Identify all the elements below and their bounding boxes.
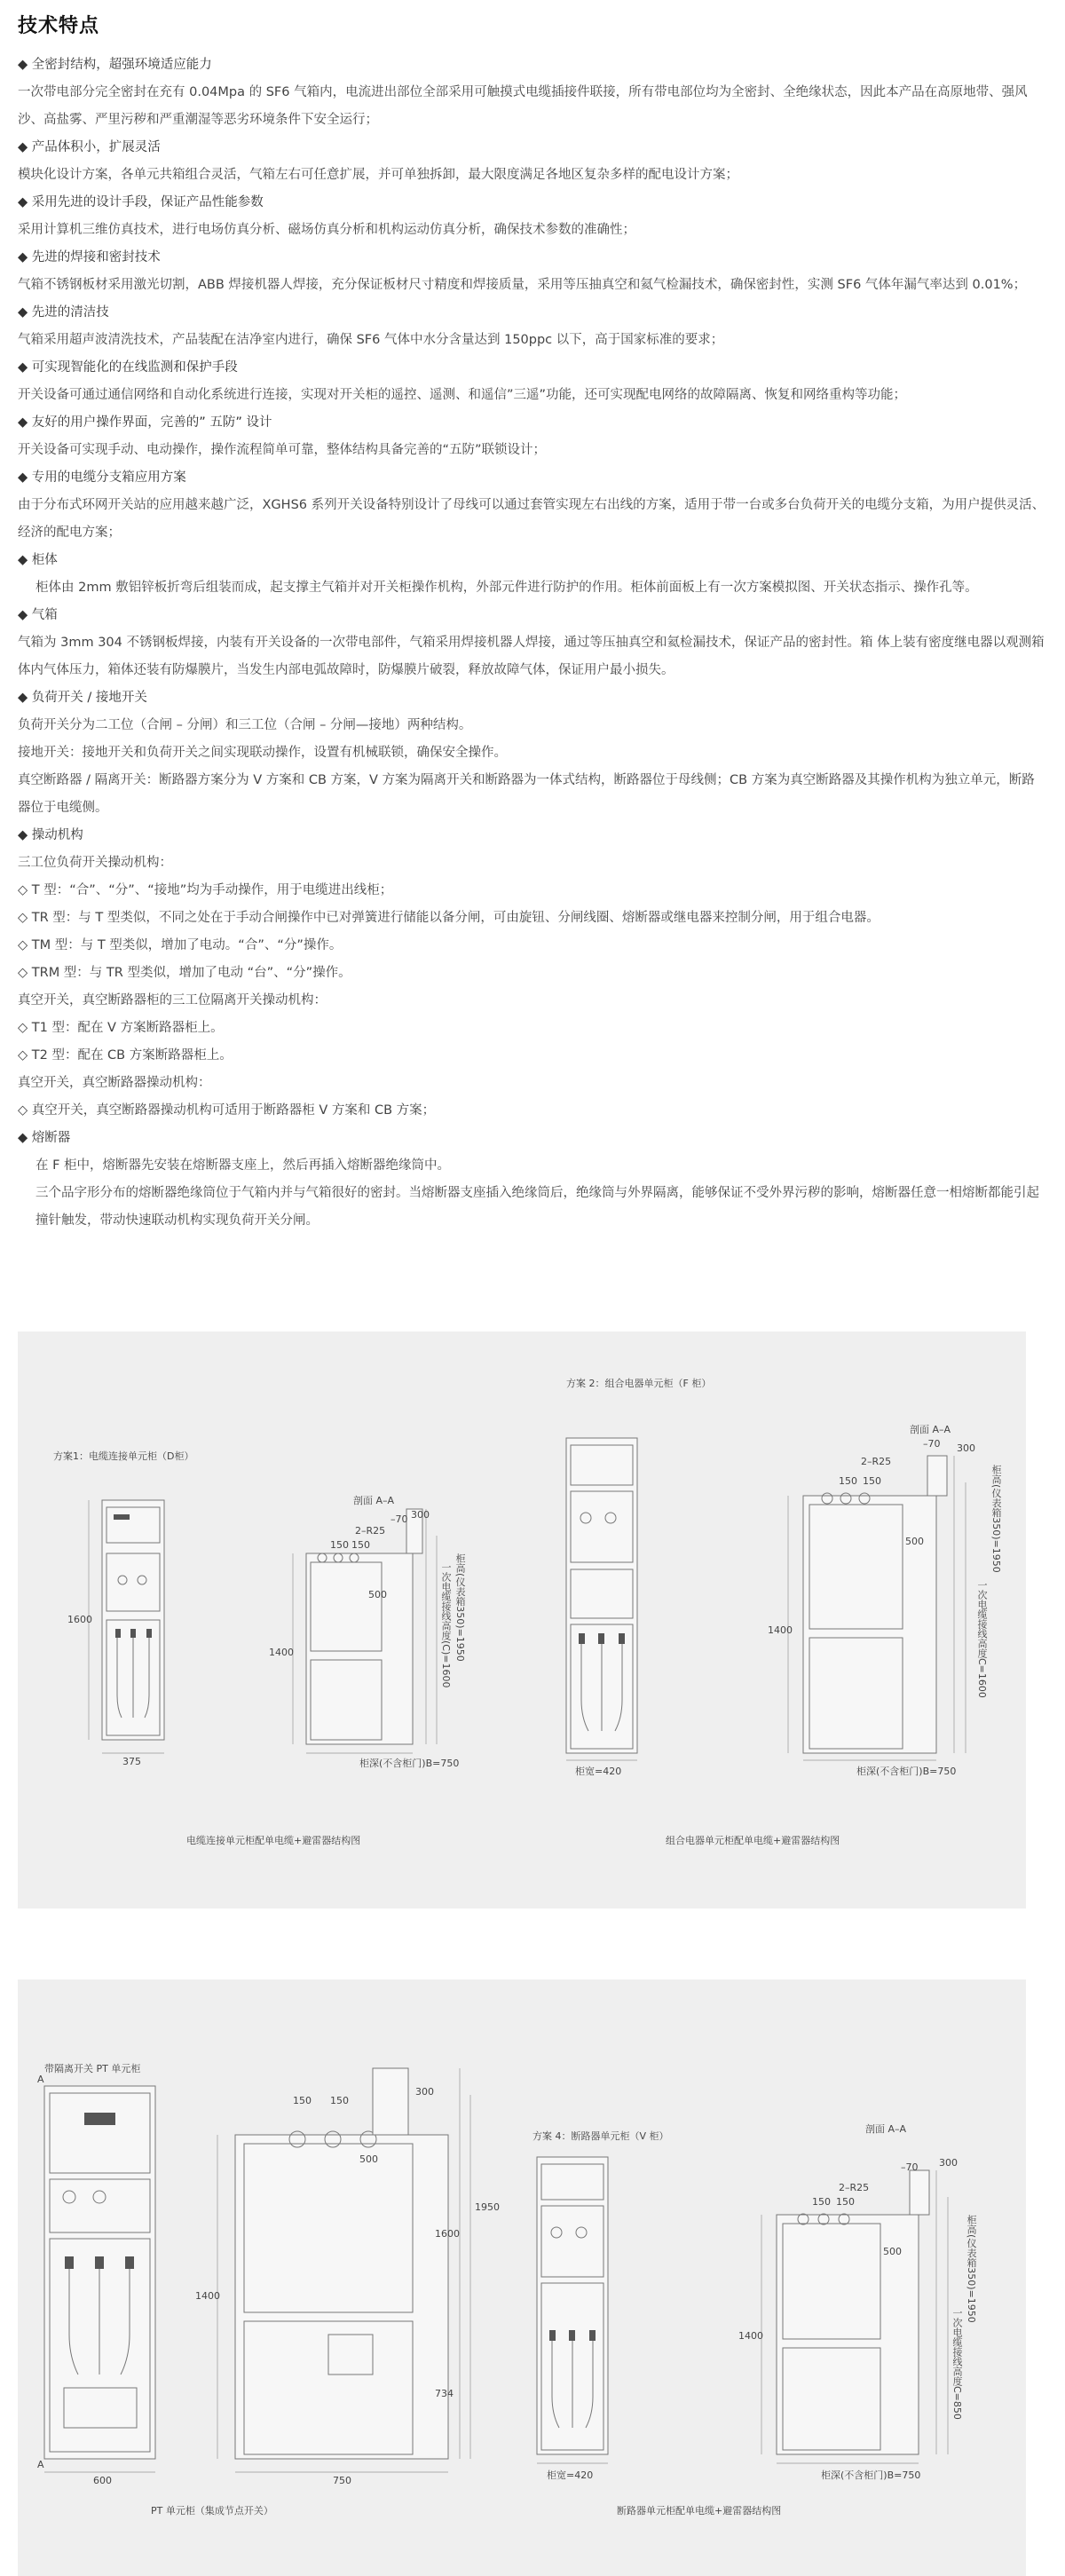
- dim-cabinet-height-v: 柜高(仪表箱350)=1950: [966, 2215, 977, 2323]
- dim-150b: 150: [351, 1539, 370, 1551]
- dim-depth-750: 柜深(不含柜门)B=750: [359, 1758, 460, 1769]
- dim-a-bottom: A: [37, 2459, 44, 2470]
- feature-paragraph: 接地开关：接地开关和负荷开关之间实现联动操作，设置有机械联锁，确保安全操作。: [18, 746, 507, 760]
- dim-375: 375: [122, 1756, 141, 1767]
- drawing-panel-1-svg: [18, 1331, 1026, 1908]
- feature-heading: ◆ 采用先进的设计手段，保证产品性能参数: [18, 195, 264, 209]
- dim-cable-height-v: 一次电缆接线高度C=850: [951, 2308, 963, 2420]
- feature-paragraph: 开关设备可通过通信网络和自动化系统进行连接，实现对开关柜的遥控、遥测、和遥信”三遥”功能，还可实现配电网络的故障隔离、恢复和网络重构等功能；: [18, 388, 907, 402]
- scheme-d-label: 方案1：电缆连接单元柜（D柜）: [53, 1450, 194, 1462]
- drawing-panel-1: [18, 1331, 1026, 1908]
- caption-pt: PT 单元柜（集成节点开关）: [151, 2505, 273, 2517]
- dim-150a-pt: 150: [293, 2095, 312, 2106]
- drawing-panel-2: [18, 1979, 1026, 2576]
- d-cabinet-front: [89, 1500, 164, 1753]
- dim-150c-v: 150: [812, 2196, 831, 2208]
- feature-paragraph: 真空开关，真空断路器操动机构：: [18, 1076, 211, 1090]
- feature-heading: ◆ 柜体: [18, 553, 58, 567]
- scheme-v-label: 方案 4：断路器单元柜（V 柜）: [532, 2130, 669, 2142]
- dim-734-pt: 734: [435, 2388, 454, 2399]
- dim-1600: 1600: [67, 1614, 92, 1625]
- f-cabinet-section: [788, 1456, 966, 1760]
- dim-2r25-v: 2–R25: [839, 2182, 870, 2193]
- feature-paragraph: 模块化设计方案，各单元共箱组合灵活，气箱左右可任意扩展，并可单独拆卸，最大限度满足各地区复杂多样的配电设计方案；: [18, 168, 738, 182]
- dim-1600-pt: 1600: [435, 2228, 460, 2240]
- scheme-pt-label: 带隔离开关 PT 单元柜: [44, 2063, 141, 2074]
- dim-cabinet-height: 柜高(仪表箱350)=1950: [454, 1553, 466, 1662]
- feature-heading: ◆ 专用的电缆分支箱应用方案: [18, 470, 186, 485]
- feature-paragraph: 柜体由 2mm 敷铝锌板折弯后组装而成，起支撑主气箱并对开关柜操作机构，外部元件进行防护的作用。柜体前面板上有一次方案模拟图、开关状态指示、操作孔等。: [36, 581, 978, 595]
- feature-heading: ◆ 先进的清洁技: [18, 305, 109, 320]
- caption-v: 断路器单元柜配单电缆+避雷器结构图: [617, 2505, 782, 2517]
- dim-150c: 150: [839, 1475, 857, 1487]
- feature-heading: ◆ 先进的焊接和密封技术: [18, 250, 161, 265]
- dim-depth-750-f: 柜深(不含柜门)B=750: [856, 1766, 957, 1777]
- dim-300-v: 300: [939, 2157, 958, 2169]
- dim-1400: 1400: [269, 1647, 294, 1658]
- dim-depth-750-v: 柜深(不含柜门)B=750: [821, 2469, 921, 2481]
- dim-1400-pt: 1400: [195, 2290, 220, 2302]
- dim-500-v: 500: [883, 2246, 902, 2257]
- dim-300-pt: 300: [415, 2086, 434, 2098]
- scheme-f-label: 方案 2：组合电器单元柜（F 柜）: [566, 1378, 712, 1389]
- feature-paragraph: 气箱采用超声波清洗技术，产品装配在洁净室内进行，确保 SF6 气体中水分含量达到 150ppc 以下，高于国家标准的要求；: [18, 333, 724, 347]
- feature-paragraph: 三工位负荷开关操动机构：: [18, 856, 172, 870]
- feature-paragraph: ◇ TR 型：与 T 型类似，不同之处在于手动合闸操作中已对弹簧进行储能以备分闸，可由旋钮、分闸线圈、熔断器或继电器来控制分闸，用于组合电器。: [18, 911, 880, 925]
- dim-150d-v: 150: [836, 2196, 855, 2208]
- feature-paragraph: 真空开关，真空断路器柜的三工位隔离开关操动机构：: [18, 993, 327, 1007]
- feature-heading: ◆ 操动机构: [18, 828, 83, 842]
- feature-paragraph: ◇ T2 型：配在 CB 方案断路器柜上。: [18, 1048, 233, 1063]
- dim-600: 600: [93, 2475, 112, 2486]
- dim-300-f: 300: [957, 1442, 975, 1454]
- dim-70-v: –70: [901, 2161, 919, 2173]
- dim-width-420-v: 柜宽=420: [547, 2469, 594, 2481]
- dim-cable-height: 一次电缆接线高度(C)=1600: [440, 1562, 452, 1688]
- feature-paragraph: ◇ 真空开关，真空断路器操动机构可适用于断路器柜 V 方案和 CB 方案；: [18, 1103, 436, 1118]
- feature-paragraph: 负荷开关分为二工位（合闸 – 分闸）和三工位（合闸 – 分闸—接地）两种结构。: [18, 718, 472, 732]
- dim-500-f: 500: [905, 1536, 924, 1547]
- dim-70-f: –70: [923, 1438, 941, 1450]
- section-aa-d: 剖面 A–A: [353, 1495, 395, 1506]
- feature-heading: ◆ 熔断器: [18, 1131, 71, 1145]
- feature-paragraph: ◇ TM 型：与 T 型类似，增加了电动。“合”、“分”操作。: [18, 938, 343, 952]
- feature-paragraph: 由于分布式环网开关站的应用越来越广泛，XGHS6 系列开关设备特别设计了母线可以通过套管实现左右出线的方案，适用于带一台或多台负荷开关的电缆分支箱，为用户提供灵活、经济的配电方案；: [18, 498, 1045, 540]
- dim-2r25-f: 2–R25: [861, 1456, 892, 1467]
- feature-paragraph: ◇ T1 型：配在 V 方案断路器柜上。: [18, 1021, 224, 1035]
- v-cabinet-section: [761, 2170, 948, 2463]
- v-cabinet-front: [537, 2157, 608, 2463]
- feature-heading: ◆ 气箱: [18, 608, 58, 622]
- feature-list: [18, 51, 1047, 1235]
- dim-500: 500: [368, 1589, 387, 1600]
- feature-heading: ◆ 产品体积小，扩展灵活: [18, 140, 161, 154]
- caption-f: 组合电器单元柜配单电缆+避雷器结构图: [666, 1835, 840, 1846]
- feature-heading: ◆ 全密封结构，超强环境适应能力: [18, 58, 212, 72]
- dim-150b-pt: 150: [330, 2095, 349, 2106]
- dim-1400-v: 1400: [738, 2330, 763, 2342]
- feature-heading: ◆ 可实现智能化的在线监测和保护手段: [18, 360, 238, 375]
- feature-paragraph: 在 F 柜中，熔断器先安装在熔断器支座上，然后再插入熔断器绝缘筒中。: [36, 1158, 451, 1173]
- dim-cabinet-height-f: 柜高(仪表箱350)=1950: [990, 1465, 1002, 1573]
- dim-a-top: A: [37, 2074, 44, 2085]
- feature-paragraph: 气箱为 3mm 304 不锈钢板焊接，内装有开关设备的一次带电部件，气箱采用焊接机器人焊接，通过等压抽真空和氦检漏技术，保证产品的密封性。箱 体上装有密度继电器以观测箱体内气体压力，箱体还装有防爆膜片，当发生内部电弧故障时，防爆膜片破裂，释放故障气体，保证用户最小损失。: [18, 636, 1045, 677]
- dim-300: 300: [411, 1509, 430, 1521]
- page-title: 技术特点: [18, 15, 100, 37]
- dim-500-pt: 500: [359, 2153, 378, 2165]
- pt-cabinet-section: [217, 2068, 470, 2472]
- feature-paragraph: 开关设备可实现手动、电动操作，操作流程简单可靠，整体结构具备完善的“五防”联锁设计；: [18, 443, 547, 457]
- dim-cable-height-f: 一次电缆接线高度C=1600: [976, 1580, 988, 1698]
- feature-paragraph: 采用计算机三维仿真技术，进行电场仿真分析、磁场仿真分析和机构运动仿真分析，确保技术参数的准确性；: [18, 223, 635, 237]
- dim-1400-f: 1400: [768, 1624, 793, 1636]
- feature-paragraph: 气箱不锈钢板材采用激光切割，ABB 焊接机器人焊接，充分保证板材尺寸精度和焊接质量，采用等压抽真空和氦气检漏技术，确保密封性，实测 SF6 气体年漏气率达到 0.01%；: [18, 278, 1027, 292]
- feature-paragraph: ◇ TRM 型：与 TR 型类似，增加了电动 “台”、“分”操作。: [18, 966, 351, 980]
- feature-paragraph: 真空断路器 / 隔离开关：断路器方案分为 V 方案和 CB 方案，V 方案为隔离开关和断路器为一体式结构，断路器位于母线侧；CB 方案为真空断路器及其操作机构为独立单元，断路器位于电缆侧。: [18, 773, 1035, 815]
- section-aa-f: 剖面 A–A: [910, 1424, 951, 1435]
- dim-70: –70: [390, 1513, 408, 1525]
- f-cabinet-front: [566, 1438, 637, 1760]
- dim-2r25: 2–R25: [355, 1525, 386, 1537]
- dim-width-420: 柜宽=420: [575, 1766, 622, 1777]
- dim-150a: 150: [330, 1539, 349, 1551]
- drawing-panel-2-svg: [18, 1979, 1026, 2576]
- dim-150d: 150: [863, 1475, 881, 1487]
- dim-750: 750: [333, 2475, 351, 2486]
- feature-paragraph: 三个品字形分布的熔断器绝缘筒位于气箱内并与气箱很好的密封。当熔断器支座插入绝缘筒后，绝缘筒与外界隔离，能够保证不受外界污秽的影响，熔断器任意一相熔断都能引起撞针触发，带动快速联动机构实现负荷开关分闸。: [36, 1186, 1039, 1228]
- feature-paragraph: 一次带电部分完全密封在充有 0.04Mpa 的 SF6 气箱内，电流进出部位全部采用可触摸式电缆插接件联接，所有带电部位均为全密封、全绝缘状态，因此本产品在高原地带、强风沙、高盐雾、严里污秽和严重潮湿等恶劣环境条件下安全运行；: [18, 85, 1028, 127]
- feature-heading: ◆ 负荷开关 / 接地开关: [18, 691, 147, 705]
- section-aa-v: 剖面 A–A: [865, 2123, 907, 2135]
- dim-1950-pt: 1950: [475, 2201, 500, 2213]
- pt-cabinet-front: [44, 2086, 155, 2472]
- feature-paragraph: ◇ T 型：“合”、“分”、“接地”均为手动操作，用于电缆进出线柜；: [18, 883, 393, 897]
- caption-d: 电缆连接单元柜配单电缆+避雷器结构图: [186, 1835, 361, 1846]
- feature-heading: ◆ 友好的用户操作界面，完善的” 五防” 设计: [18, 415, 272, 430]
